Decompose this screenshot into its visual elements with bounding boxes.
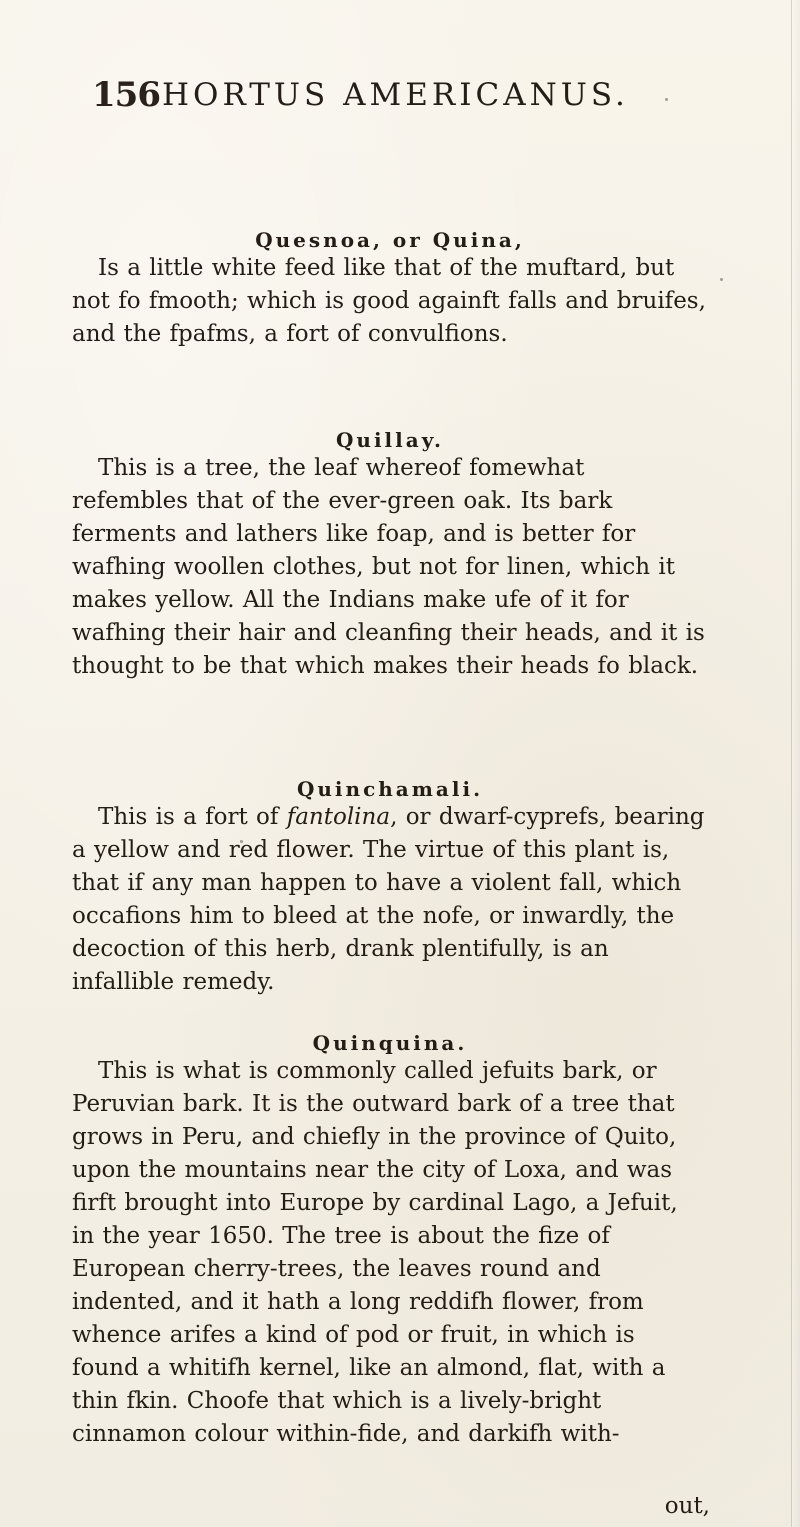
entry-title: Quillay. [335, 428, 444, 452]
entry-body-text: This is a fort of [98, 804, 287, 830]
ink-speck [240, 840, 243, 843]
ink-speck [665, 98, 668, 101]
page-edge [791, 0, 800, 1527]
ink-speck [720, 278, 723, 281]
species-name: fantolina [286, 804, 391, 830]
page-header [92, 75, 712, 118]
entry-title: Quesnoa, or Quina, [255, 228, 525, 252]
entry-title: Quinchamali. [296, 777, 484, 801]
entry-body-text: , or dwarf-cyprefs, bearing a yellow and red flower. The virtue of this plant is, that if any man happen to have a violent fall, which occafions him to bleed at the nofe, or inwardly, the decoction of this herb, drank plentifully, is an infallible remedy. [72, 804, 705, 995]
entry-quesnoa [72, 228, 708, 351]
entry-quillay [72, 428, 708, 683]
entry-body [72, 801, 708, 999]
entry-quinchamali [72, 777, 708, 999]
entry-body: This is what is commonly called jefuits bark, or Peruvian bark. It is the outward bark of a tree that grows in Peru, and chiefly in the province of Quito, upon the mountains near the city of Loxa, and was firft brought into Europe by cardinal Lago, a Jefuit, in the year 1650. The tree is about the fize of European cherry-trees, the leaves round and indented, and it hath a long reddifh flower, from whence arifes a kind of pod or fruit, in which is found a whitifh kernel, like an almond, flat, with a thin fkin. Choofe that which is a lively-bright cinnamon colour within-fide, and darkifh with- [72, 1058, 678, 1447]
entry-quinquina [72, 1031, 708, 1451]
entry-body: Is a little white feed like that of the muftard, but not fo fmooth; which is good againft falls and bruifes, and the fpafms, a fort of convulfions. [72, 255, 706, 347]
running-head: HORTUS AMERICANUS. [162, 77, 629, 113]
entry-body: This is a tree, the leaf whereof fomewhat refembles that of the ever-green oak. Its bark ferments and lathers like foap, and is better for wafhing woollen clothes, but not for linen, which it makes yellow. All the Indians make ufe of it for wafhing their hair and cleanfing their heads, and it is thought to be that which makes their heads fo black. [72, 455, 705, 679]
catchword: out, [664, 1493, 710, 1519]
page-number: 156 [92, 75, 160, 115]
entry-title: Quinquina. [312, 1031, 468, 1055]
